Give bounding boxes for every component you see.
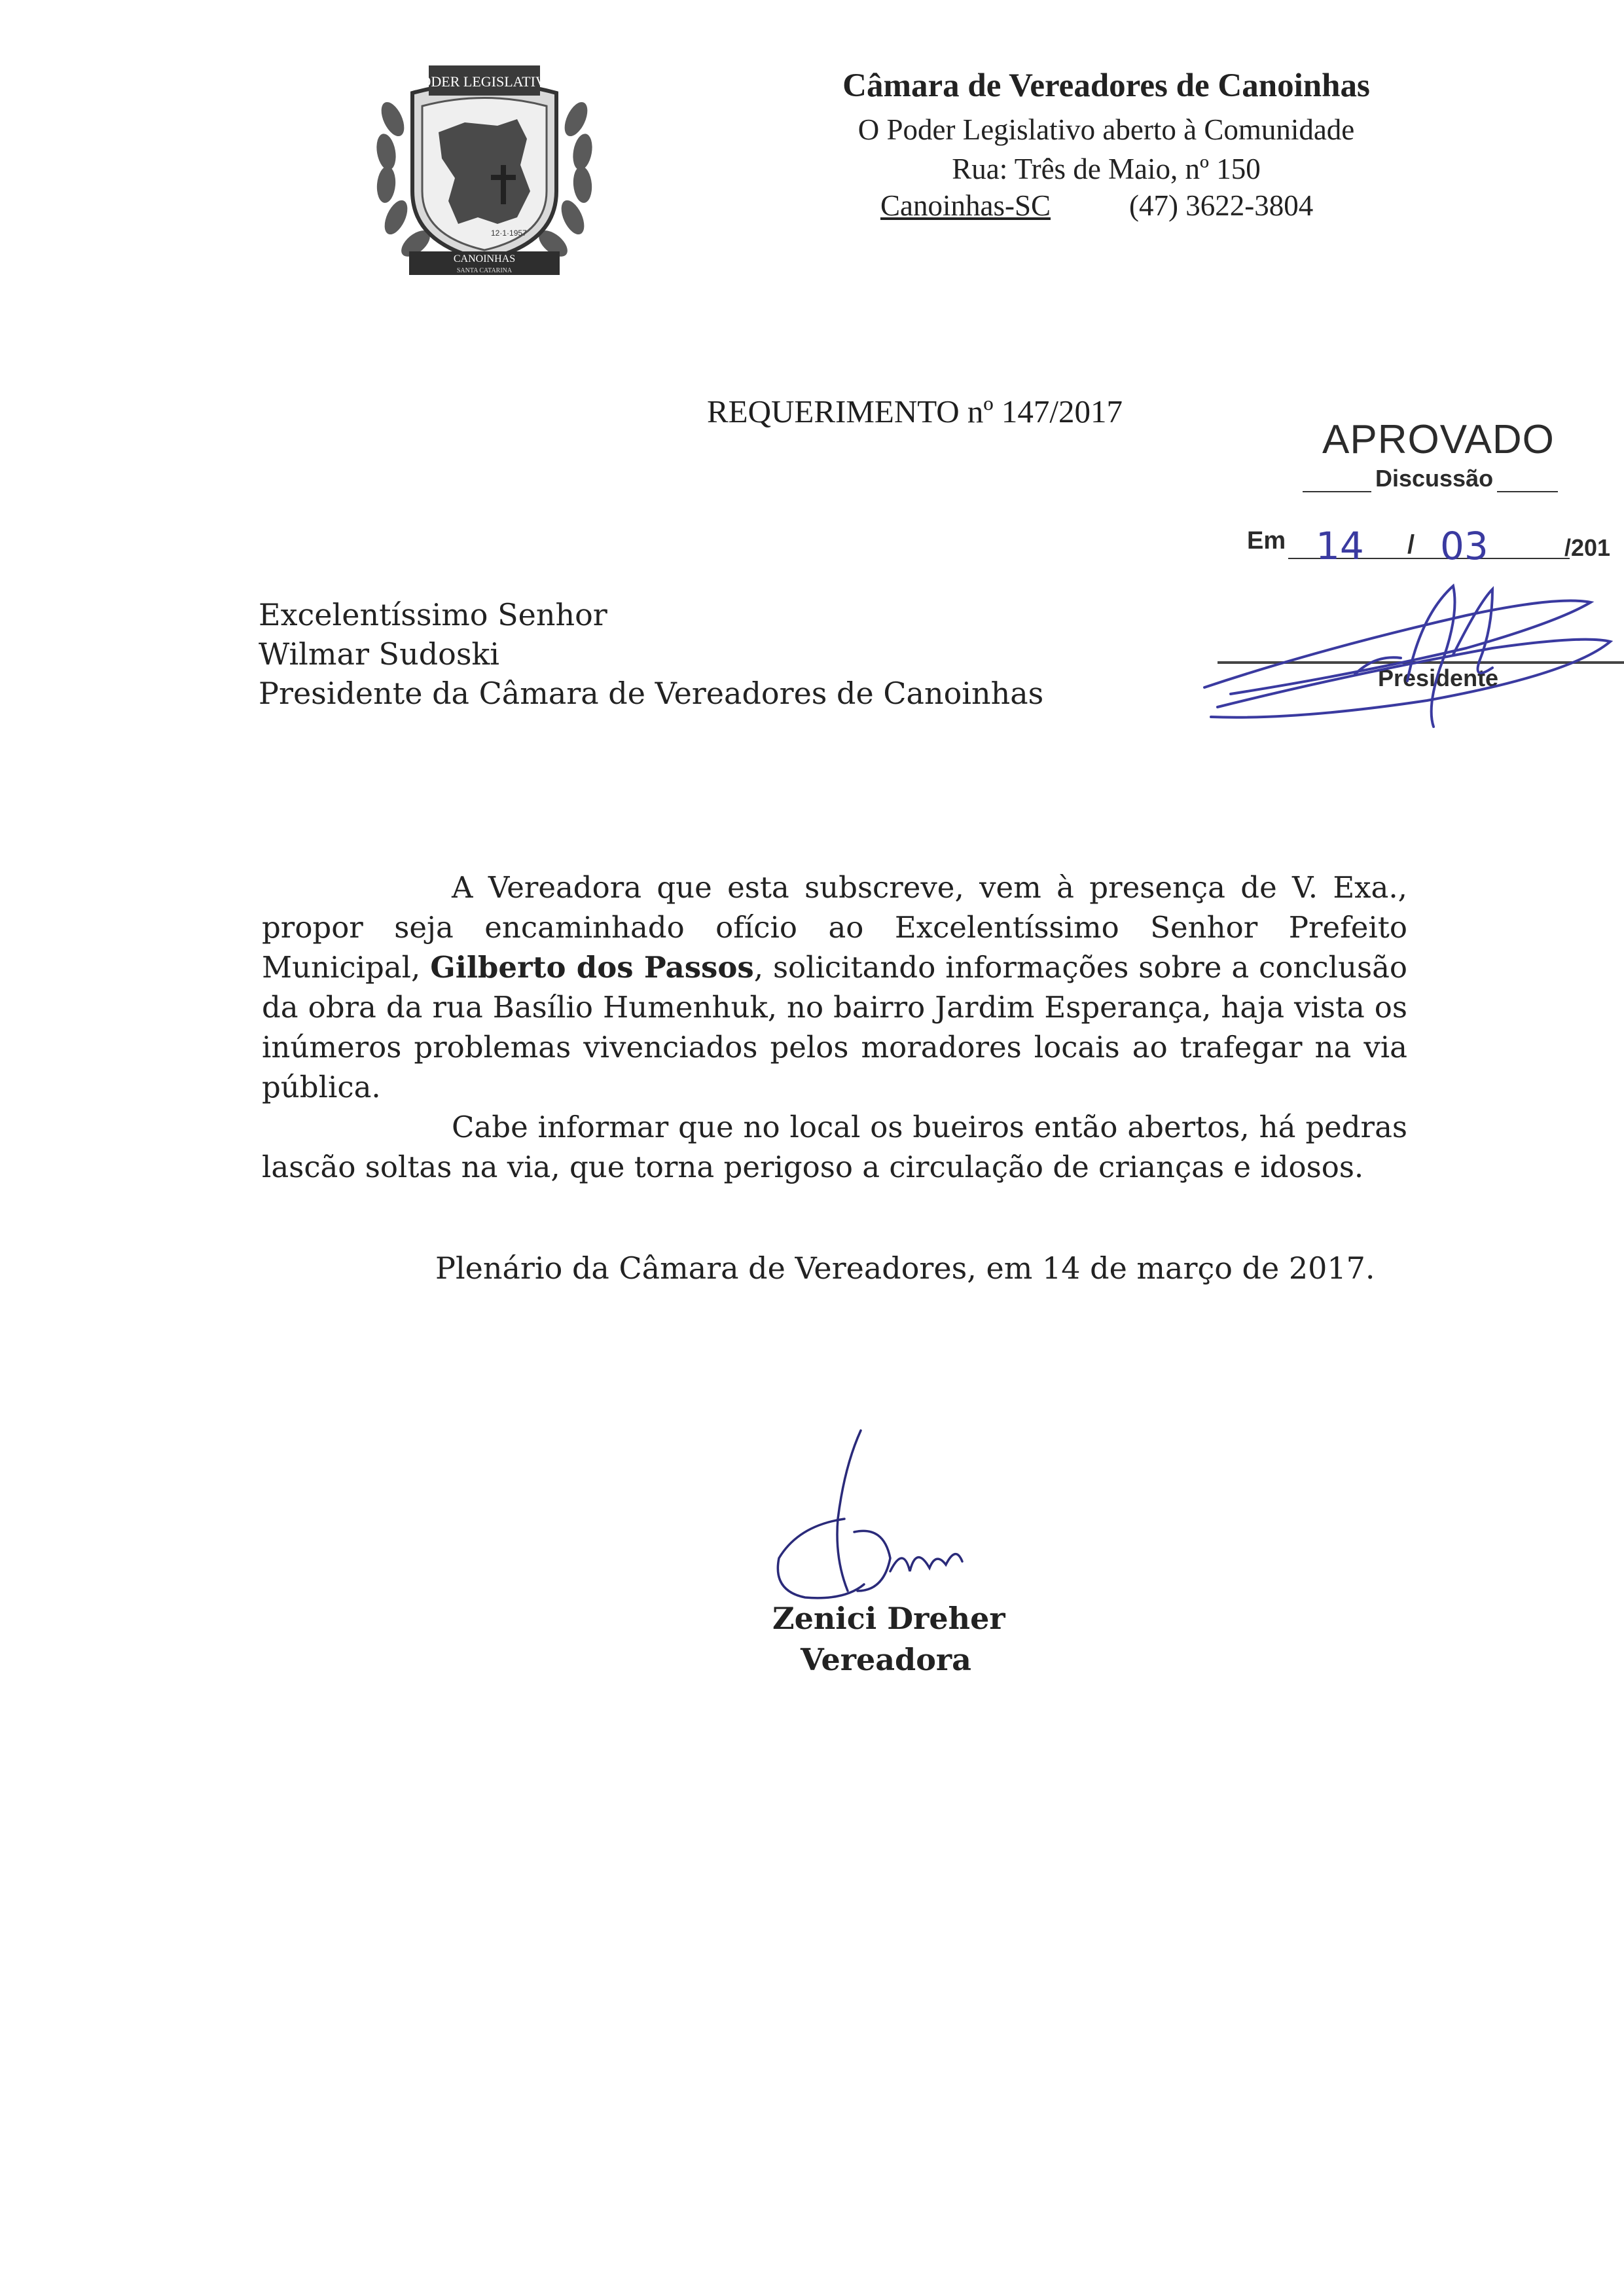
institution-address: Rua: Três de Maio, nº 150: [952, 153, 1261, 185]
addressee-name: Wilmar Sudoski: [259, 636, 500, 672]
president-signature-icon: [1191, 576, 1623, 740]
institution-subtitle: O Poder Legislativo aberto à Comunidade: [857, 113, 1355, 146]
addressee-salutation: Excelentíssimo Senhor: [259, 597, 607, 632]
approval-stamp-month: 03: [1440, 524, 1489, 568]
logo-city-text: CANOINHAS: [453, 253, 516, 264]
approval-stamp-status: APROVADO: [1322, 417, 1555, 462]
author-name: Zenici Dreher: [772, 1601, 1005, 1636]
logo-banner-text: PODER LEGISLATIVO: [412, 73, 556, 90]
author-role: Vereadora: [801, 1642, 971, 1677]
mayor-name: Gilberto dos Passos: [430, 950, 754, 985]
closing-line: Plenário da Câmara de Vereadores, em 14 de março de 2017.: [435, 1250, 1375, 1286]
approval-stamp-date-label: Em: [1247, 527, 1286, 555]
approval-stamp-day: 14: [1316, 524, 1364, 568]
addressee-role: Presidente da Câmara de Vereadores de Canoinhas: [259, 676, 1044, 711]
author-signature-icon: [733, 1427, 1021, 1624]
body-paragraph-2: Cabe informar que no local os bueiros então abertos, há pedras lascão soltas na via, que torna perigoso a circulação de crianças e idosos.: [262, 1110, 1407, 1184]
body-paragraph-1-text-a: A Vereadora que esta subscreve, vem à presença de V. Exa., propor seja encaminhado ofício ao Excelentíssimo Senhor Prefeito Municipal,: [262, 870, 1407, 985]
logo-state-text: SANTA CATARINA: [456, 267, 513, 274]
institution-phone: (47) 3622-3804: [1129, 189, 1314, 222]
chamber-emblem-logo: [367, 60, 602, 276]
institution-title: Câmara de Vereadores de Canoinhas: [842, 67, 1370, 104]
body-paragraph-1: [262, 867, 1407, 1107]
document-title: REQUERIMENTO nº 147/2017: [707, 393, 1123, 429]
institution-city: Canoinhas-SC: [880, 189, 1051, 222]
logo-date-text: 12·1·1957: [491, 228, 527, 238]
approval-stamp-separator: /: [1407, 530, 1415, 559]
approval-stamp-year: /201: [1564, 534, 1611, 561]
request-body: [262, 867, 1407, 1187]
approval-stamp-signer-label: Presidente: [1378, 665, 1499, 691]
approval-stamp-stage: Discussão: [1371, 465, 1497, 492]
body-paragraph-1-text-b: , solicitando informações sobre a conclusão da obra da rua Basílio Humenhuk, no bairro Jardim Esperança, haja vista os inúmeros problemas vivenciados pelos moradores locais ao trafegar na via pública.: [262, 950, 1407, 1104]
